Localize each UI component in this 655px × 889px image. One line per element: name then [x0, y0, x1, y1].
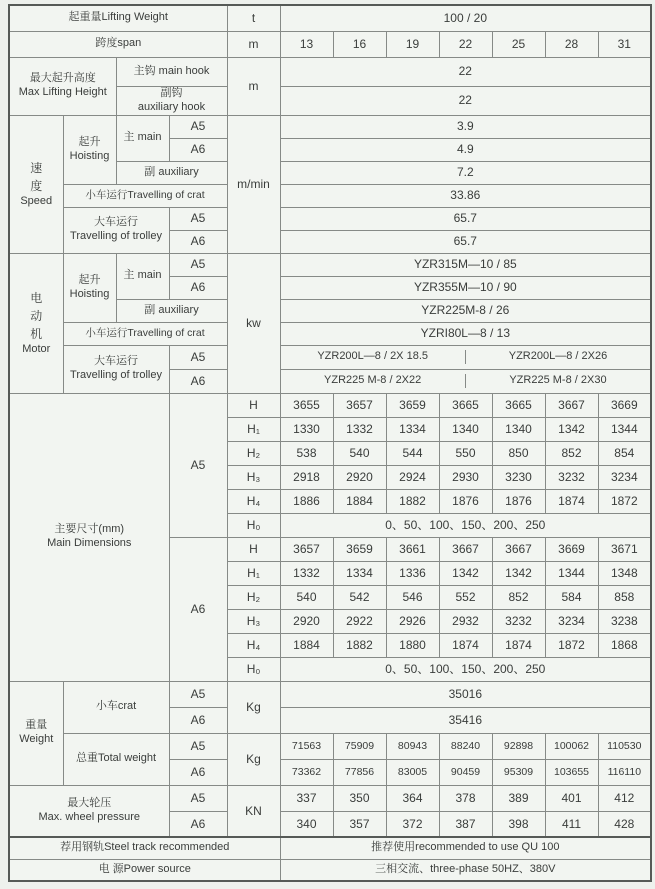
speed-label-zh: 速度 — [30, 161, 43, 194]
speed-trolley-en: Travelling of trolley — [70, 230, 162, 242]
speed-hoisting-zh: 起升 — [78, 135, 101, 148]
weight-crat-a6-value: 35416 — [280, 707, 651, 733]
span-value: 16 — [333, 31, 386, 57]
motor-trolley-a5-right: YZR200L—8 / 2X26 — [508, 350, 608, 363]
dim-value-cell: 1884 — [333, 489, 386, 513]
dim-value-cell: 1868 — [598, 633, 651, 657]
dim-value-cell: 1342 — [545, 417, 598, 441]
dim-value-cell: 550 — [439, 441, 492, 465]
dim-name-cell: H₀ — [227, 657, 280, 681]
weight-label-zh: 重量 — [25, 719, 48, 732]
dim-value-cell: 544 — [386, 441, 439, 465]
weight-crat-a6-tag: A6 — [169, 707, 227, 733]
dim-value-cell: 2922 — [333, 609, 386, 633]
motor-crat-value: YZRI80L—8 / 13 — [280, 322, 651, 345]
dims-a5-tag: A5 — [169, 393, 227, 537]
dim-value-cell: 1332 — [280, 561, 333, 585]
motor-label-zh: 电动机 — [30, 291, 43, 342]
speed-hoisting-en: Hoisting — [69, 149, 110, 162]
motor-main-a6-tag: A6 — [169, 276, 227, 299]
dim-value-cell: 542 — [333, 585, 386, 609]
dim-name-cell: H₃ — [227, 465, 280, 489]
speed-main-a5-tag: A5 — [169, 115, 227, 138]
row-span — [9, 31, 651, 57]
lifting-weight-value: 100 / 20 — [280, 5, 651, 31]
wheel-value: 428 — [598, 811, 651, 837]
weight-total-value: 83005 — [386, 759, 439, 785]
dimensions-label — [9, 393, 169, 681]
motor-hoisting-label — [63, 253, 116, 322]
row-speed-crat — [9, 184, 651, 207]
weight-total-label: 总重Total weight — [63, 733, 169, 785]
motor-crat-label: 小车运行Travelling of crat — [63, 322, 227, 345]
speed-hoisting-label — [63, 115, 116, 184]
weight-crat-a5-tag: A5 — [169, 681, 227, 707]
dim-value-cell: 3230 — [492, 465, 545, 489]
dim-value-cell: 3234 — [598, 465, 651, 489]
weight-total-value: 95309 — [492, 759, 545, 785]
span-value: 28 — [545, 31, 598, 57]
motor-trolley-label — [63, 345, 169, 393]
dim-value-cell: 3659 — [386, 393, 439, 417]
dim-value-cell: 1340 — [439, 417, 492, 441]
wheel-value: 401 — [545, 785, 598, 811]
motor-main-a5-tag: A5 — [169, 253, 227, 276]
wheel-unit: KN — [227, 785, 280, 837]
dim-value-cell: 1886 — [280, 489, 333, 513]
dim-value-cell: 538 — [280, 441, 333, 465]
motor-trolley-a6-values — [280, 369, 651, 393]
wheel-value: 398 — [492, 811, 545, 837]
weight-section-label — [9, 681, 63, 785]
row-wheel-a5 — [9, 785, 651, 811]
row-lifting-weight — [9, 5, 651, 31]
span-label: 跨度span — [9, 31, 227, 57]
dim-value-cell: 552 — [439, 585, 492, 609]
dim-name-cell: H — [227, 537, 280, 561]
weight-label-en: Weight — [19, 733, 54, 745]
dim-value-cell: 1336 — [386, 561, 439, 585]
motor-unit: kw — [227, 253, 280, 393]
dim-value-cell: 1876 — [439, 489, 492, 513]
speed-section-label — [9, 115, 63, 253]
dim-value-cell: 1880 — [386, 633, 439, 657]
main-hook-label: 主钩 main hook — [116, 57, 227, 86]
dim-value-cell: 852 — [492, 585, 545, 609]
wheel-value: 378 — [439, 785, 492, 811]
weight-total-value: 116110 — [598, 759, 651, 785]
dim-value-cell: 3665 — [439, 393, 492, 417]
motor-trolley-a5-values — [280, 345, 651, 369]
motor-trolley-a5-left: YZR200L—8 / 2X 18.5 — [281, 350, 466, 363]
row-weight-total-a5 — [9, 733, 651, 759]
dim-value-cell: 3238 — [598, 609, 651, 633]
speed-main-a6-tag: A6 — [169, 138, 227, 161]
speed-trolley-a6-tag: A6 — [169, 230, 227, 253]
motor-trolley-a5-tag: A5 — [169, 345, 227, 369]
steel-track-label: 荐用钢轨Steel track recommended — [9, 837, 280, 859]
weight-crat-label: 小车crat — [63, 681, 169, 733]
max-height-unit: m — [227, 57, 280, 115]
dim-value-cell: 2920 — [280, 609, 333, 633]
weight-total-value: 88240 — [439, 733, 492, 759]
row-main-hook — [9, 57, 651, 86]
dim-name-cell: H₂ — [227, 585, 280, 609]
wheel-a6-tag: A6 — [169, 811, 227, 837]
dimensions-label-en: Main Dimensions — [47, 537, 132, 549]
dim-name-cell: H₂ — [227, 441, 280, 465]
dim-value-cell: 3232 — [545, 465, 598, 489]
dim-value-cell: 1872 — [598, 489, 651, 513]
row-speed-trolley-a5 — [9, 207, 651, 230]
motor-section-label — [9, 253, 63, 393]
wheel-value: 364 — [386, 785, 439, 811]
dim-value-cell: 2930 — [439, 465, 492, 489]
dim-value-cell: 584 — [545, 585, 598, 609]
row-dims-a5-h — [9, 393, 651, 417]
speed-trolley-zh: 大车运行 — [94, 216, 138, 229]
dim-value-cell: 3669 — [598, 393, 651, 417]
wheel-value: 340 — [280, 811, 333, 837]
dim-value-cell: 2924 — [386, 465, 439, 489]
weight-total-value: 90459 — [439, 759, 492, 785]
motor-main-label: 主 main — [116, 253, 169, 299]
span-value: 25 — [492, 31, 545, 57]
dim-value-cell: 1348 — [598, 561, 651, 585]
dim-name-cell: H₁ — [227, 417, 280, 441]
dim-value-cell: 850 — [492, 441, 545, 465]
dim-name-cell: H₄ — [227, 633, 280, 657]
dim-value-cell: 1874 — [545, 489, 598, 513]
crane-spec-table — [8, 4, 652, 882]
weight-total-value: 75909 — [333, 733, 386, 759]
motor-aux-label: 副 auxiliary — [116, 299, 227, 322]
weight-total-value: 103655 — [545, 759, 598, 785]
row-weight-crat-a5 — [9, 681, 651, 707]
dim-value-cell: 1882 — [333, 633, 386, 657]
dim-value-cell: 3234 — [545, 609, 598, 633]
motor-trolley-a6-right: YZR225 M-8 / 2X30 — [509, 374, 607, 387]
row-speed-main-a5 — [9, 115, 651, 138]
dim-value-cell: 3667 — [492, 537, 545, 561]
dim-value-cell: 3665 — [492, 393, 545, 417]
dim-value-cell: 3657 — [333, 393, 386, 417]
speed-crat-value: 33.86 — [280, 184, 651, 207]
dim-value-cell: 3657 — [280, 537, 333, 561]
weight-total-value: 80943 — [386, 733, 439, 759]
max-height-label-zh: 最大起升高度 — [29, 72, 96, 85]
dim-value-cell: 852 — [545, 441, 598, 465]
motor-main-a6-value: YZR355M—10 / 90 — [280, 276, 651, 299]
dim-value-cell: 3667 — [439, 537, 492, 561]
dim-name-cell: H₄ — [227, 489, 280, 513]
motor-trolley-en: Travelling of trolley — [70, 369, 162, 381]
dim-value-cell: 1330 — [280, 417, 333, 441]
aux-hook-label-zh: 副钩 — [160, 86, 183, 99]
span-value: 13 — [280, 31, 333, 57]
row-motor-trolley-a5 — [9, 345, 651, 369]
wheel-value: 350 — [333, 785, 386, 811]
dim-value-cell: 1874 — [492, 633, 545, 657]
speed-trolley-label — [63, 207, 169, 253]
dim-value-cell: 3659 — [333, 537, 386, 561]
lifting-weight-label: 起重量Lifting Weight — [9, 5, 227, 31]
dim-value-cell: 1344 — [545, 561, 598, 585]
wheel-value: 387 — [439, 811, 492, 837]
wheel-value: 411 — [545, 811, 598, 837]
speed-main-a6-value: 4.9 — [280, 138, 651, 161]
wheel-pressure-en: Max. wheel pressure — [38, 810, 140, 823]
dim-h0-value: 0、50、100、150、200、250 — [280, 513, 651, 537]
dim-value-cell: 546 — [386, 585, 439, 609]
wheel-value: 412 — [598, 785, 651, 811]
motor-main-a5-value: YZR315M—10 / 85 — [280, 253, 651, 276]
motor-hoisting-en: Hoisting — [69, 287, 110, 300]
wheel-value: 389 — [492, 785, 545, 811]
motor-hoisting-zh: 起升 — [78, 273, 101, 286]
motor-trolley-a6-tag: A6 — [169, 369, 227, 393]
speed-label-en: Speed — [20, 195, 53, 208]
motor-label-en: Motor — [22, 343, 51, 356]
row-steel-track — [9, 837, 651, 859]
dim-value-cell: 3667 — [545, 393, 598, 417]
power-source-label: 电 源Power source — [9, 859, 280, 881]
row-motor-crat — [9, 322, 651, 345]
dim-value-cell: 1884 — [280, 633, 333, 657]
dim-value-cell: 2926 — [386, 609, 439, 633]
weight-crat-a5-value: 35016 — [280, 681, 651, 707]
wheel-a5-tag: A5 — [169, 785, 227, 811]
max-height-label — [9, 57, 116, 115]
weight-total-a5-tag: A5 — [169, 733, 227, 759]
wheel-pressure-label — [9, 785, 169, 837]
dimensions-label-zh: 主要尺寸(mm) — [54, 523, 125, 536]
dim-h0-value: 0、50、100、150、200、250 — [280, 657, 651, 681]
span-value: 22 — [439, 31, 492, 57]
span-value: 31 — [598, 31, 651, 57]
wheel-value: 337 — [280, 785, 333, 811]
dim-value-cell: 3671 — [598, 537, 651, 561]
dim-value-cell: 854 — [598, 441, 651, 465]
dim-value-cell: 858 — [598, 585, 651, 609]
wheel-value: 372 — [386, 811, 439, 837]
aux-hook-label-en: auxiliary hook — [137, 100, 206, 113]
lifting-weight-unit: t — [227, 5, 280, 31]
speed-aux-value: 7.2 — [280, 161, 651, 184]
dim-value-cell: 1876 — [492, 489, 545, 513]
speed-aux-label: 副 auxiliary — [116, 161, 227, 184]
dim-value-cell: 3232 — [492, 609, 545, 633]
dim-value-cell: 1874 — [439, 633, 492, 657]
dims-a6-tag: A6 — [169, 537, 227, 681]
motor-trolley-zh: 大车运行 — [94, 355, 138, 368]
weight-total-a6-tag: A6 — [169, 759, 227, 785]
speed-trolley-a5-value: 65.7 — [280, 207, 651, 230]
dim-value-cell: 1340 — [492, 417, 545, 441]
span-unit: m — [227, 31, 280, 57]
dim-value-cell: 1872 — [545, 633, 598, 657]
dim-value-cell: 3655 — [280, 393, 333, 417]
wheel-value: 357 — [333, 811, 386, 837]
speed-main-a5-value: 3.9 — [280, 115, 651, 138]
span-value: 19 — [386, 31, 439, 57]
dim-value-cell: 2932 — [439, 609, 492, 633]
dim-value-cell: 1344 — [598, 417, 651, 441]
aux-hook-value: 22 — [280, 86, 651, 115]
weight-total-value: 110530 — [598, 733, 651, 759]
motor-trolley-a6-left: YZR225 M-8 / 2X22 — [281, 374, 466, 387]
weight-total-value: 73362 — [280, 759, 333, 785]
dim-value-cell: 3661 — [386, 537, 439, 561]
dim-name-cell: H₃ — [227, 609, 280, 633]
row-motor-main-a5 — [9, 253, 651, 276]
weight-total-value: 100062 — [545, 733, 598, 759]
dim-name-cell: H₁ — [227, 561, 280, 585]
dim-value-cell: 540 — [333, 441, 386, 465]
max-height-label-en: Max Lifting Height — [18, 86, 107, 98]
motor-aux-value: YZR225M-8 / 26 — [280, 299, 651, 322]
dim-value-cell: 1332 — [333, 417, 386, 441]
wheel-pressure-zh: 最大轮压 — [67, 797, 112, 809]
dim-name-cell: H₀ — [227, 513, 280, 537]
steel-track-value: 推荐使用recommended to use QU 100 — [280, 837, 651, 859]
aux-hook-label — [116, 86, 227, 115]
speed-main-label: 主 main — [116, 115, 169, 161]
dim-value-cell: 1334 — [386, 417, 439, 441]
speed-trolley-a5-tag: A5 — [169, 207, 227, 230]
dim-value-cell: 540 — [280, 585, 333, 609]
power-source-value: 三相交流、three-phase 50HZ、380V — [280, 859, 651, 881]
weight-total-value: 77856 — [333, 759, 386, 785]
speed-unit: m/min — [227, 115, 280, 253]
main-hook-value: 22 — [280, 57, 651, 86]
weight-crat-unit: Kg — [227, 681, 280, 733]
weight-total-value: 71563 — [280, 733, 333, 759]
weight-total-unit: Kg — [227, 733, 280, 785]
speed-trolley-a6-value: 65.7 — [280, 230, 651, 253]
dim-name-cell: H — [227, 393, 280, 417]
dim-value-cell: 1342 — [439, 561, 492, 585]
speed-crat-label: 小车运行Travelling of crat — [63, 184, 227, 207]
dim-value-cell: 1342 — [492, 561, 545, 585]
row-power-source — [9, 859, 651, 881]
dim-value-cell: 3669 — [545, 537, 598, 561]
dim-value-cell: 1882 — [386, 489, 439, 513]
weight-total-value: 92898 — [492, 733, 545, 759]
dim-value-cell: 2918 — [280, 465, 333, 489]
dim-value-cell: 2920 — [333, 465, 386, 489]
dim-value-cell: 1334 — [333, 561, 386, 585]
